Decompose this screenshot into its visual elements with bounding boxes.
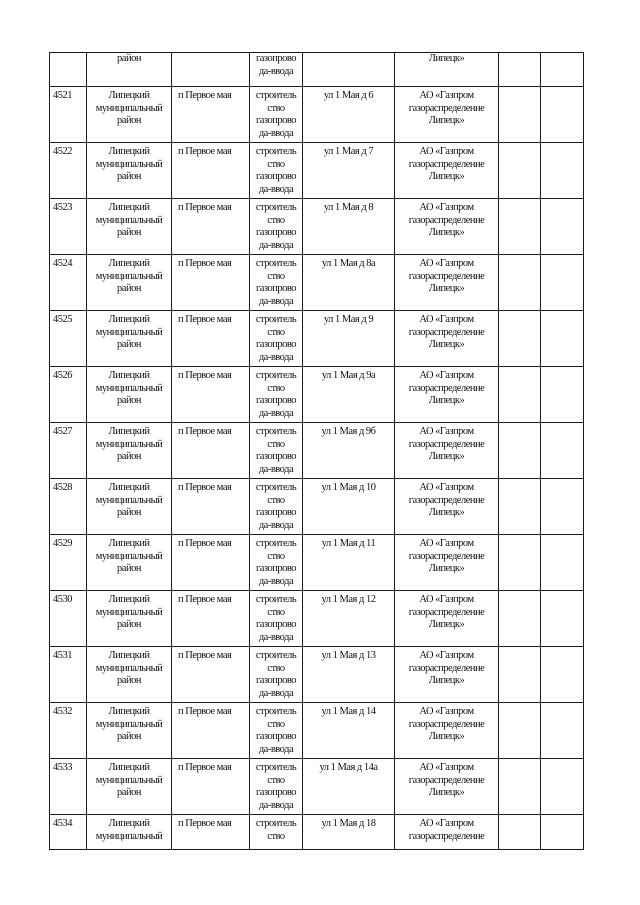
cell-district: Липецкий муниципальный район bbox=[87, 367, 172, 423]
cell-organization: АО «Газпром газораспределение Липецк» bbox=[395, 311, 499, 367]
cell-organization: АО «Газпром газораспределение Липецк» bbox=[395, 479, 499, 535]
cell-address: ул 1 Мая д 8а bbox=[303, 255, 395, 311]
cell-organization: АО «Газпром газораспределение Липецк» bbox=[395, 199, 499, 255]
cell-empty-a bbox=[499, 815, 541, 850]
cell-organization: АО «Газпром газораспределение Липецк» bbox=[395, 143, 499, 199]
cell-empty-a bbox=[499, 367, 541, 423]
cell-address: ул 1 Мая д 9б bbox=[303, 423, 395, 479]
cell-empty-a bbox=[499, 759, 541, 815]
cell-work-type: строитель ство газопрово да-ввода bbox=[250, 703, 303, 759]
table-row bbox=[50, 759, 584, 815]
cell-locality: п Первое мая bbox=[172, 703, 250, 759]
table-row bbox=[50, 535, 584, 591]
table-row bbox=[50, 423, 584, 479]
cell-organization: АО «Газпром газораспределение Липецк» bbox=[395, 647, 499, 703]
cell-district: Липецкий муниципальный bbox=[87, 815, 172, 850]
table-row bbox=[50, 647, 584, 703]
cell-work-type: строитель ство газопрово да-ввода bbox=[250, 311, 303, 367]
cell-number: 4523 bbox=[50, 199, 87, 255]
cell-work-type: строитель ство газопрово да-ввода bbox=[250, 535, 303, 591]
cell-district: Липецкий муниципальный район bbox=[87, 479, 172, 535]
cell-number: 4529 bbox=[50, 535, 87, 591]
cell-empty-a bbox=[499, 535, 541, 591]
cell-number bbox=[50, 53, 87, 87]
cell-empty-b bbox=[541, 53, 584, 87]
cell-empty-b bbox=[541, 143, 584, 199]
cell-address: ул 1 Мая д 14 bbox=[303, 703, 395, 759]
cell-empty-b bbox=[541, 647, 584, 703]
cell-district: Липецкий муниципальный район bbox=[87, 703, 172, 759]
cell-work-type: строитель ство газопрово да-ввода bbox=[250, 759, 303, 815]
cell-empty-a bbox=[499, 703, 541, 759]
cell-locality: п Первое мая bbox=[172, 311, 250, 367]
table-row bbox=[50, 479, 584, 535]
cell-work-type: строитель ство газопрово да-ввода bbox=[250, 423, 303, 479]
cell-district: Липецкий муниципальный район bbox=[87, 759, 172, 815]
cell-district: Липецкий муниципальный район bbox=[87, 255, 172, 311]
table-row bbox=[50, 591, 584, 647]
cell-organization: АО «Газпром газораспределение Липецк» bbox=[395, 255, 499, 311]
cell-locality: п Первое мая bbox=[172, 423, 250, 479]
cell-locality: п Первое мая bbox=[172, 367, 250, 423]
cell-number: 4530 bbox=[50, 591, 87, 647]
gas-connection-table bbox=[49, 52, 584, 850]
cell-address: ул 1 Мая д 11 bbox=[303, 535, 395, 591]
cell-number: 4524 bbox=[50, 255, 87, 311]
table-row-partial bbox=[50, 815, 584, 850]
cell-empty-b bbox=[541, 479, 584, 535]
cell-locality: п Первое мая bbox=[172, 199, 250, 255]
cell-organization: АО «Газпром газораспределение Липецк» bbox=[395, 591, 499, 647]
cell-empty-a bbox=[499, 199, 541, 255]
cell-organization: АО «Газпром газораспределение Липецк» bbox=[395, 367, 499, 423]
cell-work-type: строитель ство газопрово да-ввода bbox=[250, 255, 303, 311]
cell-empty-b bbox=[541, 759, 584, 815]
cell-district: Липецкий муниципальный район bbox=[87, 423, 172, 479]
cell-address: ул 1 Мая д 9а bbox=[303, 367, 395, 423]
cell-locality: п Первое мая bbox=[172, 591, 250, 647]
cell-organization: АО «Газпром газораспределение Липецк» bbox=[395, 759, 499, 815]
cell-empty-b bbox=[541, 703, 584, 759]
table-row bbox=[50, 87, 584, 143]
cell-number: 4534 bbox=[50, 815, 87, 850]
cell-work-type: строитель ство газопрово да-ввода bbox=[250, 479, 303, 535]
cell-empty-b bbox=[541, 87, 584, 143]
table-row bbox=[50, 199, 584, 255]
cell-address: ул 1 Мая д 13 bbox=[303, 647, 395, 703]
cell-address: ул 1 Мая д 7 bbox=[303, 143, 395, 199]
cell-empty-a bbox=[499, 311, 541, 367]
cell-address: ул 1 Мая д 14а bbox=[303, 759, 395, 815]
cell-district: район bbox=[87, 53, 172, 87]
cell-work-type: строитель ство газопрово да-ввода bbox=[250, 647, 303, 703]
cell-empty-b bbox=[541, 591, 584, 647]
table-row bbox=[50, 143, 584, 199]
cell-work-type: строитель ство газопрово да-ввода bbox=[250, 143, 303, 199]
table-row-continued bbox=[50, 53, 584, 87]
cell-district: Липецкий муниципальный район bbox=[87, 143, 172, 199]
cell-empty-b bbox=[541, 311, 584, 367]
cell-number: 4522 bbox=[50, 143, 87, 199]
cell-work-type: газопрово да-ввода bbox=[250, 53, 303, 87]
cell-locality: п Первое мая bbox=[172, 479, 250, 535]
cell-locality: п Первое мая bbox=[172, 255, 250, 311]
cell-district: Липецкий муниципальный район bbox=[87, 199, 172, 255]
cell-locality: п Первое мая bbox=[172, 535, 250, 591]
cell-work-type: строитель ство газопрово да-ввода bbox=[250, 87, 303, 143]
cell-district: Липецкий муниципальный район bbox=[87, 647, 172, 703]
cell-empty-a bbox=[499, 591, 541, 647]
table-row bbox=[50, 367, 584, 423]
cell-locality: п Первое мая bbox=[172, 647, 250, 703]
cell-address: ул 1 Мая д 12 bbox=[303, 591, 395, 647]
cell-work-type: строитель ство газопрово да-ввода bbox=[250, 367, 303, 423]
cell-work-type: строитель ство bbox=[250, 815, 303, 850]
cell-address: ул 1 Мая д 9 bbox=[303, 311, 395, 367]
table-row bbox=[50, 255, 584, 311]
cell-empty-b bbox=[541, 255, 584, 311]
cell-empty-a bbox=[499, 255, 541, 311]
cell-number: 4525 bbox=[50, 311, 87, 367]
cell-number: 4531 bbox=[50, 647, 87, 703]
cell-organization: АО «Газпром газораспределение bbox=[395, 815, 499, 850]
cell-number: 4528 bbox=[50, 479, 87, 535]
cell-empty-b bbox=[541, 199, 584, 255]
cell-organization: АО «Газпром газораспределение Липецк» bbox=[395, 87, 499, 143]
cell-number: 4526 bbox=[50, 367, 87, 423]
cell-number: 4532 bbox=[50, 703, 87, 759]
cell-address: ул 1 Мая д 10 bbox=[303, 479, 395, 535]
cell-empty-b bbox=[541, 423, 584, 479]
cell-empty-a bbox=[499, 423, 541, 479]
cell-address: ул 1 Мая д 18 bbox=[303, 815, 395, 850]
cell-empty-a bbox=[499, 53, 541, 87]
cell-number: 4527 bbox=[50, 423, 87, 479]
cell-district: Липецкий муниципальный район bbox=[87, 311, 172, 367]
cell-empty-a bbox=[499, 143, 541, 199]
cell-empty-a bbox=[499, 479, 541, 535]
cell-empty-b bbox=[541, 535, 584, 591]
cell-locality: п Первое мая bbox=[172, 87, 250, 143]
cell-empty-a bbox=[499, 647, 541, 703]
cell-address: ул 1 Мая д 8 bbox=[303, 199, 395, 255]
cell-district: Липецкий муниципальный район bbox=[87, 87, 172, 143]
cell-address bbox=[303, 53, 395, 87]
cell-organization: АО «Газпром газораспределение Липецк» bbox=[395, 423, 499, 479]
table-row bbox=[50, 311, 584, 367]
cell-work-type: строитель ство газопрово да-ввода bbox=[250, 591, 303, 647]
cell-locality bbox=[172, 53, 250, 87]
table-row bbox=[50, 703, 584, 759]
cell-locality: п Первое мая bbox=[172, 143, 250, 199]
cell-address: ул 1 Мая д 6 bbox=[303, 87, 395, 143]
cell-locality: п Первое мая bbox=[172, 815, 250, 850]
cell-number: 4521 bbox=[50, 87, 87, 143]
cell-number: 4533 bbox=[50, 759, 87, 815]
cell-organization: Липецк» bbox=[395, 53, 499, 87]
cell-district: Липецкий муниципальный район bbox=[87, 535, 172, 591]
cell-empty-b bbox=[541, 367, 584, 423]
cell-organization: АО «Газпром газораспределение Липецк» bbox=[395, 703, 499, 759]
cell-empty-b bbox=[541, 815, 584, 850]
cell-locality: п Первое мая bbox=[172, 759, 250, 815]
cell-work-type: строитель ство газопрово да-ввода bbox=[250, 199, 303, 255]
cell-empty-a bbox=[499, 87, 541, 143]
cell-district: Липецкий муниципальный район bbox=[87, 591, 172, 647]
cell-organization: АО «Газпром газораспределение Липецк» bbox=[395, 535, 499, 591]
